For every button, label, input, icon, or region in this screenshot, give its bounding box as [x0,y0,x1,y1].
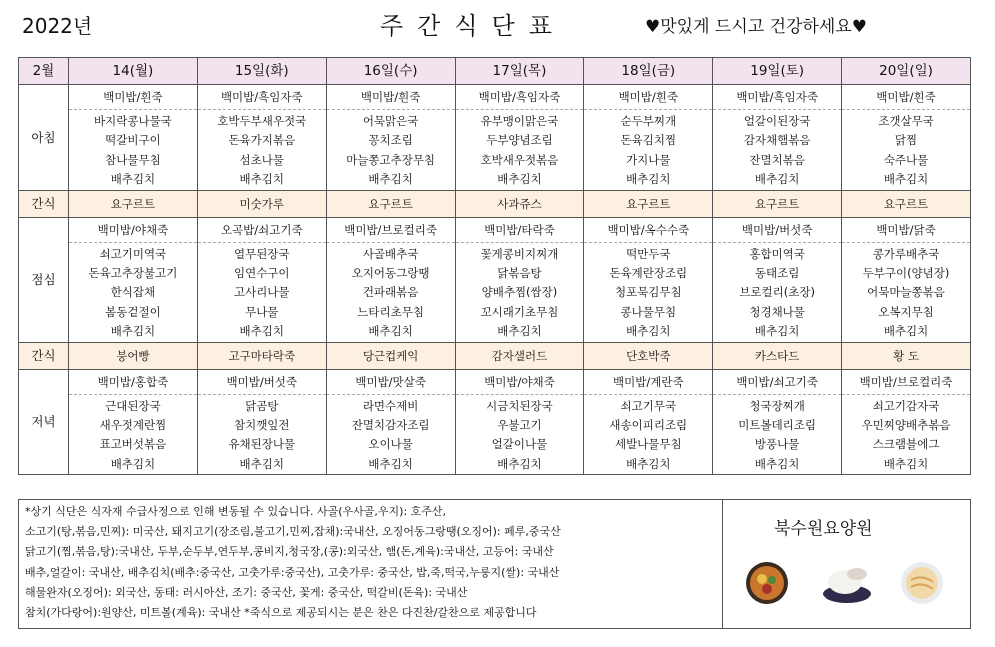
dish-item: 배추김치 [754,172,800,187]
center-name: 북수원요양원 [774,519,873,539]
dish-item: 건파래볶음 [362,285,419,300]
menu-cell [713,369,842,475]
dish-item: 감자채햄볶음 [743,133,811,148]
rice-porridge-item: 백미밥/버섯죽 [198,370,326,395]
rice-porridge-item: 백미밥/홍합죽 [69,370,197,395]
dish-item: 배추김치 [883,456,929,471]
dish-item: 세발나물무침 [614,437,682,452]
note-line: 배추,얼갈이: 국내산, 배추김치(배추:중국산, 고춧가루:중국산), 고춧가루: 중국산, 밥,죽,떡국,누룽지(쌀): 국내산 [25,565,560,579]
day-header: 16일(수) [326,58,455,85]
menu-cell: 붕어빵 [69,342,198,369]
note-line: *상기 식단은 식자재 수급사정으로 인해 변동될 수 있습니다. 사골(우사골,우지): 호주산, [25,505,447,518]
dish-item: 콩가루배추국 [872,246,940,261]
rice-porridge-item: 백미밥/흰죽 [69,85,197,110]
dish-item: 어묵맑은국 [362,114,419,128]
menu-cell: 요구르트 [584,190,713,217]
menu-cell [197,217,326,342]
dish-item: 배추김치 [626,324,671,339]
meal-label: 간식 [19,190,69,217]
menu-cell: 사과쥬스 [455,190,584,217]
dish-item: 두부구이(양념장) [862,266,950,281]
rice-dish-icon [819,560,875,606]
dish-item: 우불고기 [497,418,542,433]
noodle-dish-icon [899,560,945,606]
dish-item: 느타리초무침 [357,304,424,319]
menu-cell: 단호박죽 [584,342,713,369]
dish-item: 두부양념조림 [486,133,553,148]
dish-item: 양배추찜(쌈장) [481,285,558,300]
dish-item: 오지어동그랑땡 [351,266,430,281]
dish-item: 방풍나물 [754,437,800,452]
dish-item: 배추김치 [368,324,413,339]
dish-item: 호박두부새우젓국 [217,114,307,128]
dish-item: 배추김치 [754,456,800,471]
dish-item: 순두부찌개 [620,114,677,128]
dish-item: 배추김치 [497,172,542,187]
menu-cell [326,85,455,191]
menu-cell [842,217,971,342]
dish-item: 얼갈이된장국 [743,114,811,128]
origin-notes [25,502,715,623]
dish-item: 숙주나물 [883,152,929,167]
meal-label: 아침 [19,85,69,191]
dish-item: 참나물무침 [105,152,161,167]
dish-item: 잔멸치볶음 [749,152,805,167]
rice-porridge-item: 백미밥/흰죽 [584,85,712,110]
rice-porridge-item: 백미밥/버섯죽 [713,218,841,243]
dish-item: 닭볶음탕 [497,266,542,281]
menu-cell: 미숫가루 [197,190,326,217]
rice-porridge-item: 백미밥/야채죽 [456,370,584,395]
dish-item: 임연수구이 [233,266,290,281]
dish-item: 가지나물 [626,152,671,167]
dish-item: 닭곰탕 [245,398,279,413]
menu-cell [713,85,842,191]
rice-porridge-item: 백미밥/야채죽 [69,218,197,243]
menu-cell [326,217,455,342]
dish-item: 봄동겉절이 [105,304,161,319]
snack-row [19,342,971,369]
day-header: 19일(토) [713,58,842,85]
dish-item: 청포묵김무침 [614,285,682,300]
dish-item: 바지락콩나물국 [94,114,172,128]
meal-row [19,85,971,191]
rice-porridge-item: 백미밥/흑임자죽 [713,85,841,110]
dish-item: 배추김치 [239,456,284,471]
dish-item: 돈육고추장불고기 [88,266,178,281]
dish-item: 청국장찌개 [749,398,805,413]
dish-item: 유부맹이맑은국 [480,114,559,128]
dish-item: 무나물 [245,304,279,319]
menu-cell: 요구르트 [326,190,455,217]
menu-cell [455,217,584,342]
dish-item: 홍합미역국 [749,246,805,261]
meal-label: 점심 [19,217,69,342]
dish-item: 배추김치 [883,324,929,339]
dish-item: 조갯살무국 [878,114,934,128]
rice-porridge-item: 백미밥/흑임자죽 [198,85,326,110]
dish-item: 고사리나물 [233,285,290,300]
dish-item: 오복지무침 [878,304,934,319]
rice-porridge-item: 백미밥/쇠고기죽 [713,370,841,395]
greeting-text: ♥맛있게 드시고 건강하세요♥ [645,17,867,37]
dish-item: 섬초나물 [239,152,284,167]
day-header: 18일(금) [584,58,713,85]
menu-cell [197,85,326,191]
dish-item: 배추김치 [883,172,929,187]
dish-item: 배추김치 [110,324,156,339]
menu-cell: 고구마타락죽 [197,342,326,369]
dish-item: 쇠고기감자국 [872,398,940,413]
rice-porridge-item: 오곡밥/쇠고기죽 [198,218,326,243]
menu-cell [455,85,584,191]
dish-item: 떡만두국 [626,246,671,261]
menu-cell: 요구르트 [842,190,971,217]
rice-porridge-item: 백미밥/닭죽 [842,218,970,243]
day-header: 15일(화) [197,58,326,85]
meal-label: 저녁 [19,369,69,475]
menu-cell: 당근컵케익 [326,342,455,369]
dish-item: 꽁치조림 [368,133,413,148]
day-header: 17일(목) [455,58,584,85]
year-label: 2022년 [22,14,93,38]
rice-porridge-item: 백미밥/타락죽 [456,218,584,243]
menu-cell [842,85,971,191]
footer-divider [722,500,723,628]
footer-box [18,499,971,629]
menu-cell: 카스타드 [713,342,842,369]
weekly-menu-table [18,57,971,475]
dish-item: 배추김치 [239,172,284,187]
dish-item: 잔멸치감자조림 [351,418,430,433]
dish-item: 쇠고기미역국 [99,246,167,261]
dish-item: 배추김치 [497,324,542,339]
day-header: 20일(일) [842,58,971,85]
dish-item: 참치깻잎전 [233,418,290,433]
menu-cell [69,217,198,342]
dish-item: 배추김치 [626,456,671,471]
rice-porridge-item: 백미밥/흰죽 [842,85,970,110]
note-line: 소고기(탕,볶음,민찌): 미국산, 돼지고기(장조림,불고기,민찌,잡채):국내산, 오징어동그랑땡(오징어): 페루,중국산 [25,525,561,539]
meal-label: 간식 [19,342,69,369]
month-cell: 2월 [19,58,69,85]
dish-item: 어묵마늘쫑볶음 [867,285,945,300]
dish-item: 미트볼데리조림 [738,418,817,433]
dish-item: 배추김치 [754,324,800,339]
dish-item: 배추김치 [239,324,284,339]
menu-cell [584,217,713,342]
note-line: 닭고기(찜,볶음,탕):국내산, 두부,순두부,연두부,콩비지,청국장,(콩):외국산, 햄(돈,계육):국내산, 고등어: 국내산 [25,545,554,559]
meal-row [19,217,971,342]
bibimbap-dish-icon [744,560,790,606]
snack-row [19,190,971,217]
dish-item: 동태조림 [754,266,800,281]
meal-row [19,369,971,475]
dish-item: 표고버섯볶음 [99,437,167,452]
dish-item: 오이나물 [368,437,413,452]
dish-item: 청경채나물 [749,304,805,319]
dish-item: 돈육김치찜 [620,133,677,148]
rice-porridge-item: 백미밥/흰죽 [327,85,455,110]
dish-item: 닭찜 [894,133,918,148]
menu-cell [713,217,842,342]
dish-item: 배추김치 [368,172,413,187]
dish-item: 새송이피리조림 [609,418,688,433]
dish-item: 사골배추국 [362,246,419,261]
rice-porridge-item: 백미밥/맛살죽 [327,370,455,395]
rice-porridge-item: 백미밥/브로컬리죽 [327,218,455,243]
dish-item: 얼갈이나물 [491,437,548,452]
note-line: 해물완자(오징어): 외국산, 동태: 러시아산, 조기: 중국산, 꽃게: 중국산, 떡갈비(돈육): 국내산 [25,585,468,599]
dish-item: 우민찌양배추볶음 [861,418,951,433]
rice-porridge-item: 백미밥/계란죽 [584,370,712,395]
menu-cell [842,369,971,475]
dish-item: 꽃게콩비지찌개 [480,246,559,261]
menu-cell [69,369,198,475]
dish-item: 배추김치 [368,456,413,471]
rice-porridge-item: 백미밥/옥수수죽 [584,218,712,243]
menu-cell: 요구르트 [713,190,842,217]
dish-item: 떡갈비구이 [105,133,161,148]
table-header-row [19,58,971,85]
dish-item: 열무된장국 [233,246,290,261]
dish-item: 근대된장국 [105,398,161,413]
menu-cell: 요구르트 [69,190,198,217]
note-line: 참치(가다랑어):원양산, 미트볼(계육): 국내산 *죽식으로 제공되시는 분은 찬은 다진찬/갈찬으로 제공합니다 [25,606,537,620]
rice-porridge-item: 백미밥/브로컬리죽 [842,370,970,395]
dish-item: 시금치된장국 [486,398,553,413]
dish-item: 호박새우젓볶음 [480,152,559,167]
dish-item: 브로컬리(초장) [739,285,815,300]
menu-cell [69,85,198,191]
dish-item: 유채된장나물 [228,437,296,452]
dish-item: 꼬시래기초무침 [480,304,559,319]
day-header: 14(월) [69,58,198,85]
dish-item: 라면수제비 [362,398,419,413]
menu-cell [197,369,326,475]
dish-item: 돈육계란장조림 [609,266,688,281]
dish-item: 배추김치 [110,456,156,471]
dish-item: 돈육가지볶음 [228,133,296,148]
dish-item: 한식잡채 [110,285,156,300]
dish-item: 마늘쫑고추장무침 [346,152,436,167]
menu-cell: 황 도 [842,342,971,369]
page-title: 주간식단표 [380,12,566,40]
dish-item: 콩나물무침 [620,304,677,319]
dish-item: 새우젓계란찜 [99,418,167,433]
dish-item: 쇠고기무국 [620,398,677,413]
menu-cell [584,369,713,475]
menu-cell [584,85,713,191]
dish-item: 스크램블에그 [872,437,940,452]
menu-cell [455,369,584,475]
dish-item: 배추김치 [110,172,156,187]
rice-porridge-item: 백미밥/흑임자죽 [456,85,584,110]
dish-item: 배추김치 [497,456,542,471]
dish-item: 배추김치 [626,172,671,187]
menu-cell [326,369,455,475]
menu-cell: 감자샐러드 [455,342,584,369]
